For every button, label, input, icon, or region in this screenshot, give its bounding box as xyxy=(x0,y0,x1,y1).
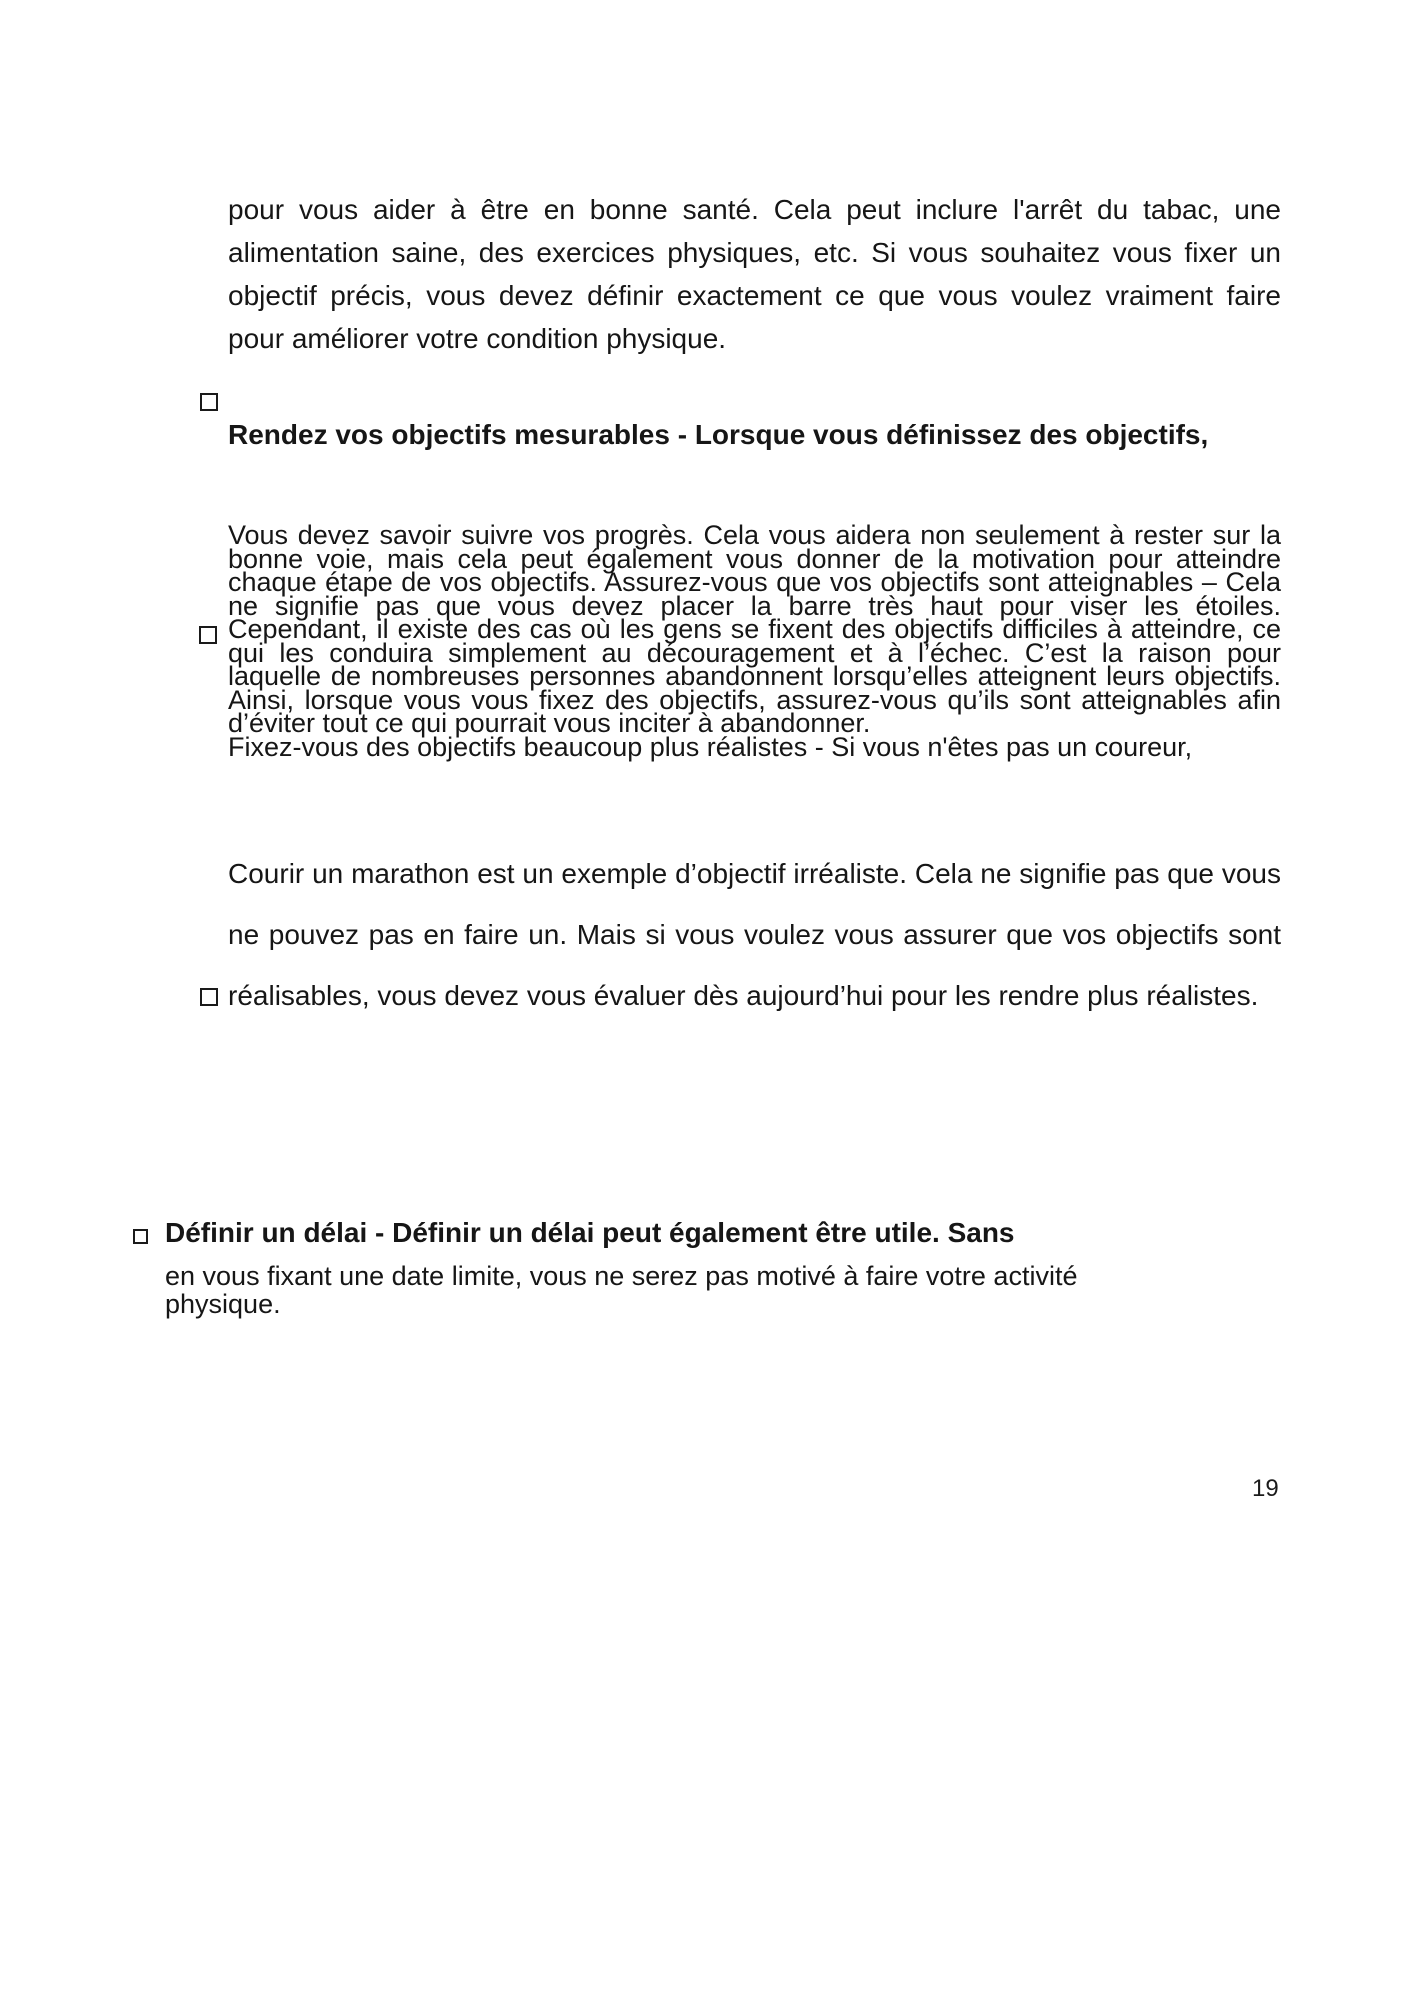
progress-section xyxy=(228,520,1281,762)
page-number: 19 xyxy=(1252,1475,1279,1502)
intro-paragraph: pour vous aider à être en bonne santé. Cela peut inclure l'arrêt du tabac, une alimentation saine, des exercices physiques, etc. Si vous souhaitez vous fixer un objectif précis, vous devez définir exactement ce que vous voulez vraiment faire pour améliorer votre condition physique. xyxy=(228,194,1281,354)
progress-paragraph: Vous devez savoir suivre vos progrès. Cela vous aidera non seulement à rester sur la bonne voie, mais cela peut également vous donner de la motivation pour atteindre chaque étape de vos objectifs. Assurez-vous que vos objectifs sont atteignables – Cela ne signifie pas que vous devez placer la barre très haut pour viser les étoiles. Cependant, il existe des cas où les gens se fixent des objectifs difficiles à atteindre, ce qui les conduira simplement au découragement et à l’échec. C’est la raison pour laquelle de nombreuses personnes abandonnent lorsqu’elles atteignent leurs objectifs. Ainsi, lorsque vous vous fixez des objectifs, assurez-vous qu’ils sont atteignables afin d’éviter tout ce qui pourrait vous inciter à abandonner. xyxy=(228,520,1281,738)
checkbox-icon xyxy=(199,626,217,644)
checkbox-icon xyxy=(200,393,218,411)
measurable-objectives-heading: Rendez vos objectifs mesurables - Lorsque vous définissez des objectifs, xyxy=(228,419,1209,450)
marathon-paragraph: Courir un marathon est un exemple d’objectif irréaliste. Cela ne signifie pas que vous ne pouvez pas en faire un. Mais si vous voulez vous assurer que vos objectifs sont réalisables, vous devez vous évaluer dès aujourd’hui pour les rendre plus réalistes. xyxy=(228,858,1281,1011)
checkbox-icon xyxy=(133,1229,148,1244)
checkbox-icon xyxy=(200,988,218,1006)
deadline-paragraph: en vous fixant une date limite, vous ne serez pas motivé à faire votre activité physique. xyxy=(165,1261,1078,1319)
deadline-heading: Définir un délai - Définir un délai peut également être utile. Sans xyxy=(165,1217,1015,1248)
realistic-goals-lead: Fixez-vous des objectifs beaucoup plus réalistes - Si vous n'êtes pas un coureur, xyxy=(228,731,1193,762)
